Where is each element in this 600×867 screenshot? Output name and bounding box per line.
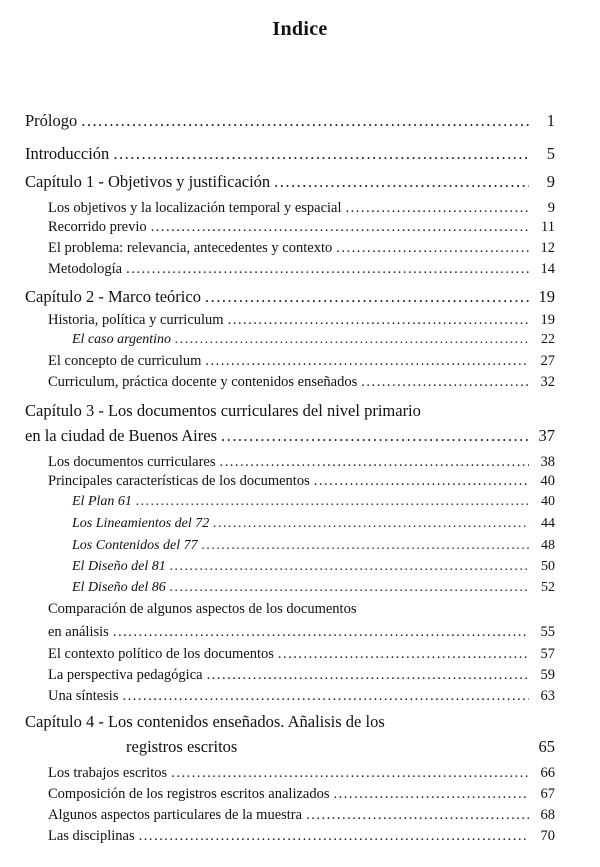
- toc-entry-section: [48, 786, 555, 803]
- toc-page-number: 9: [546, 172, 555, 191]
- toc-entry-label: El contexto político de los documentos: [48, 646, 274, 662]
- toc-entry-label: Prólogo: [25, 111, 78, 130]
- toc-entry-label: Capítulo 1 - Objetivos y justificación: [25, 172, 271, 191]
- toc-page-number: 1: [546, 111, 555, 130]
- dot-leader: [136, 494, 529, 510]
- toc-page-number: 70: [540, 828, 555, 844]
- toc-page-number: 57: [540, 646, 555, 662]
- toc-entry-label: Recorrido previo: [48, 219, 147, 235]
- dot-leader: [278, 646, 529, 663]
- toc-entry-label: El Plan 61: [72, 494, 132, 509]
- toc-entry-subsection: [72, 538, 555, 554]
- toc-page-number: 63: [540, 688, 555, 704]
- toc-page-number: 22: [541, 332, 555, 347]
- toc-entry-section: [48, 646, 555, 663]
- toc-entry-section: [48, 765, 555, 782]
- toc-page-number: 5: [546, 144, 555, 163]
- dot-leader: [221, 426, 529, 446]
- toc-page-number: 65: [538, 737, 555, 756]
- toc-entry-label: Composición de los registros escritos analizados: [48, 786, 330, 802]
- toc-page-number: 14: [540, 261, 555, 277]
- toc-entry-label: Capítulo 2 - Marco teórico: [25, 287, 201, 306]
- toc-entry-label: en análisis: [48, 624, 109, 640]
- dot-leader: [126, 261, 529, 278]
- toc-page-number: 19: [540, 312, 555, 328]
- toc-entry-section: [48, 353, 555, 370]
- toc-entry-section: [48, 624, 555, 641]
- toc-entry-label: en la ciudad de Buenos Aires: [25, 426, 217, 445]
- toc-entry-label: El problema: relevancia, antecedentes y contexto: [48, 240, 333, 256]
- toc-page-number: 52: [541, 580, 555, 595]
- toc-entry-label: Introducción: [25, 144, 110, 163]
- toc-entry-section: [48, 688, 555, 705]
- toc-entry-section: [48, 240, 555, 257]
- toc-entry-subsection: [72, 516, 555, 532]
- dot-leader: [202, 538, 529, 554]
- toc-entry-section: [48, 828, 555, 845]
- dot-leader: [205, 353, 529, 370]
- toc-entry-section: [48, 454, 555, 471]
- toc-entry-label: Metodología: [48, 261, 123, 277]
- toc-entry-chapter-1: [25, 172, 555, 192]
- toc-entry-introduccion: [25, 144, 555, 164]
- toc-entry-section: [48, 261, 555, 278]
- toc-entry-section: [48, 200, 555, 217]
- toc-page-number: 19: [538, 287, 555, 306]
- toc-page-number: 32: [540, 374, 555, 390]
- dot-leader: [113, 144, 529, 164]
- toc-entry-section: [48, 219, 555, 236]
- dot-leader: [334, 786, 530, 803]
- toc-page-number: 38: [540, 454, 555, 470]
- toc-page-number: 66: [540, 765, 555, 781]
- dot-leader: [170, 559, 529, 575]
- dot-leader: [175, 332, 529, 348]
- toc-entry-label: El caso argentino: [72, 332, 172, 347]
- dot-leader: [220, 454, 529, 471]
- toc-entry-label: El Diseño del 86: [72, 580, 166, 595]
- dot-leader: [346, 200, 529, 217]
- toc-entry-label: El concepto de curriculum: [48, 353, 202, 369]
- toc-page-number: 40: [541, 494, 555, 509]
- dot-leader: [139, 828, 529, 845]
- dot-leader: [113, 624, 529, 641]
- dot-leader: [122, 688, 529, 705]
- dot-leader: [207, 667, 529, 684]
- toc-page-number: 40: [540, 473, 555, 489]
- toc-entry-label: Algunos aspectos particulares de la muestra: [48, 807, 303, 823]
- dot-leader: [170, 580, 529, 596]
- toc-entry-label: Principales características de los documentos: [48, 473, 310, 489]
- toc-page-number: 48: [541, 538, 555, 553]
- toc-entry-section: [48, 374, 555, 391]
- toc-entry-subsection: [72, 332, 555, 348]
- dot-leader: [213, 516, 529, 532]
- dot-leader: [81, 111, 529, 131]
- toc-entry-section-line1: Comparación de algunos aspectos de los documentos: [48, 601, 357, 617]
- page-title: Indice: [272, 18, 328, 40]
- dot-leader: [306, 807, 529, 824]
- toc-entry-label: Una síntesis: [48, 688, 119, 704]
- toc-entry-section: [48, 667, 555, 684]
- toc-entry-label: registros escritos: [126, 737, 238, 756]
- toc-entry-label: El Diseño del 81: [72, 559, 166, 574]
- dot-leader: [361, 374, 529, 391]
- toc-entry-chapter-4: [126, 737, 555, 757]
- toc-entry-section: [48, 473, 555, 490]
- toc-page-number: 37: [538, 426, 555, 445]
- toc-entry-label: Los Lineamientos del 72: [72, 516, 210, 531]
- toc-entry-label: Los trabajos escritos: [48, 765, 168, 781]
- toc-entry-label: Historia, política y curriculum: [48, 312, 224, 328]
- toc-entry-chapter-3: [25, 426, 555, 446]
- toc-entry-label: Los objetivos y la localización temporal y espacial: [48, 200, 342, 216]
- toc-entry-section: [48, 807, 555, 824]
- toc-page-number: 50: [541, 559, 555, 574]
- toc-page-number: 27: [540, 353, 555, 369]
- dot-leader: [205, 287, 529, 307]
- toc-entry-chapter-3-line1: Capítulo 3 - Los documentos curriculares del nivel primario: [25, 401, 421, 420]
- toc-entry-label: Curriculum, práctica docente y contenidos enseñados: [48, 374, 358, 390]
- toc-entry-chapter-2: [25, 287, 555, 307]
- toc-entry-chapter-4-line1: Capítulo 4 - Los contenidos enseñados. Añalisis de los: [25, 712, 385, 731]
- toc-entry-subsection: [72, 580, 555, 596]
- toc-entry-label: Los Contenidos del 77: [72, 538, 198, 553]
- dot-leader: [171, 765, 529, 782]
- toc-page-number: 44: [541, 516, 555, 531]
- toc-entry-subsection: [72, 494, 555, 510]
- dot-leader: [228, 312, 529, 329]
- toc-page-number: 12: [540, 240, 555, 256]
- toc-entry-section: [48, 312, 555, 329]
- toc-entry-label: La perspectiva pedagógica: [48, 667, 203, 683]
- toc-page-number: 11: [541, 219, 555, 235]
- toc-page-number: 59: [540, 667, 555, 683]
- toc-entry-prologo: [25, 111, 555, 131]
- toc-page-number: 9: [547, 200, 555, 216]
- toc-page-number: 55: [540, 624, 555, 640]
- dot-leader: [151, 219, 529, 236]
- toc-entry-subsection: [72, 559, 555, 575]
- toc-page-number: 68: [540, 807, 555, 823]
- dot-leader: [314, 473, 529, 490]
- dot-leader: [336, 240, 529, 257]
- toc-entry-label: Los documentos curriculares: [48, 454, 216, 470]
- dot-leader: [274, 172, 529, 192]
- toc-entry-label: Las disciplinas: [48, 828, 135, 844]
- toc-page-number: 67: [540, 786, 555, 802]
